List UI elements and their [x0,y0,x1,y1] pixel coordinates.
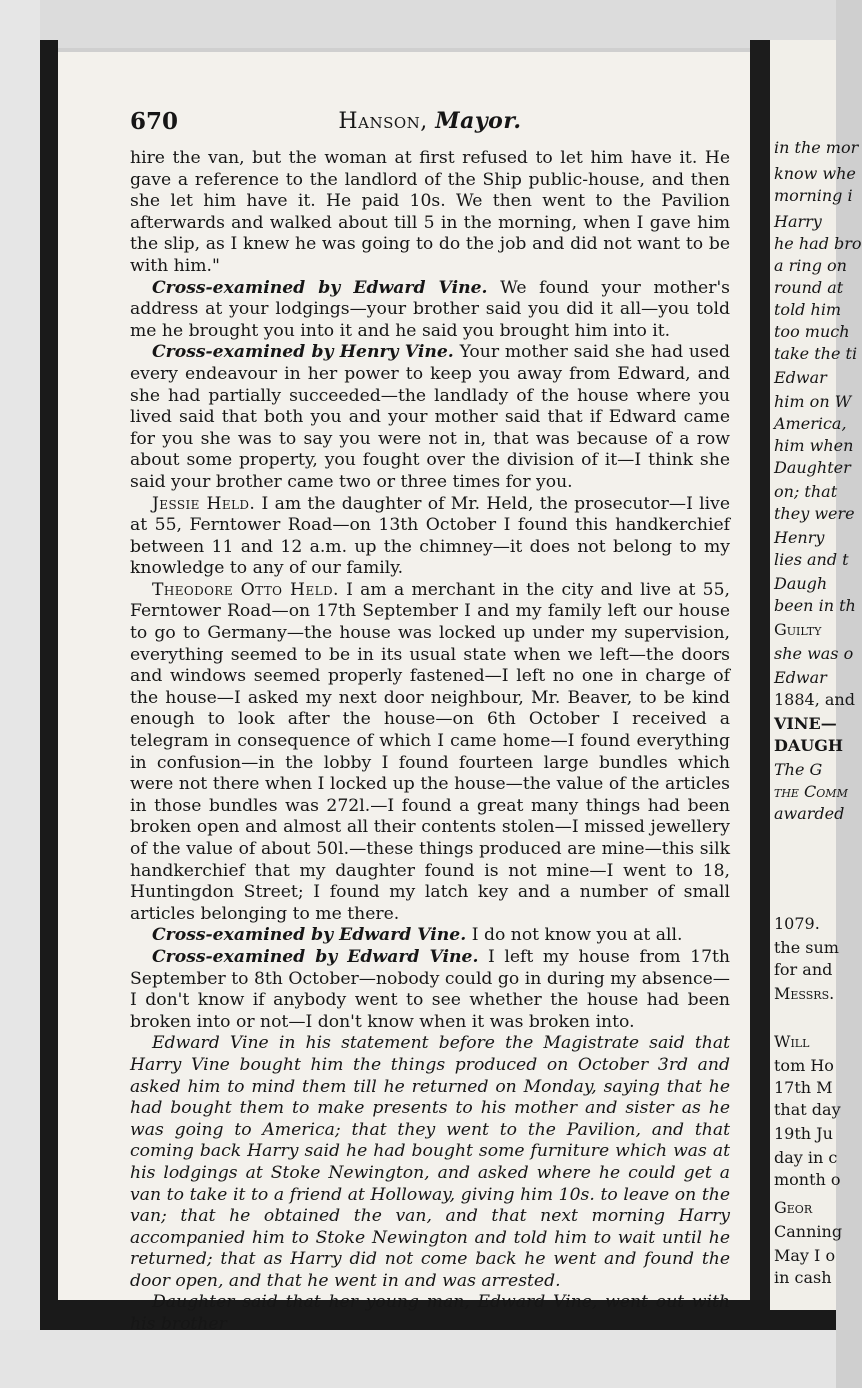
paragraph [130,1033,730,1292]
opposite-page-line: day in c [774,1148,838,1167]
page-title [130,108,730,134]
opposite-page-line: America, [774,414,847,433]
book-page [58,52,750,1335]
opposite-page-line: him on W [774,392,852,411]
opposite-page-line: The G [774,760,823,779]
paragraph [130,580,730,926]
opposite-page-line: 1884, and [774,690,855,709]
page-title-office: Mayor. [435,108,522,134]
opposite-page-line: 1079. [774,914,820,933]
statement-text: Edward Vine in his statement before the Magistrate said that Harry Vine bought him the things produced on October 3rd and asked him to mind them till he returned on Monday, saying that he had bought them to make presents to his mother and sister as he was going to America; that they went to the Pavilion, and that coming back Harry said he had bought some furniture which was at his lodgings at Stoke Newington, and asked where he could get a van to take it to a friend at Holloway, giving him 10s. to leave on the van; that he obtained the van, and that next morning Harry accompanied him to Stoke Newington and told him to wait until he returned; that as Harry did not come back he went and found the door open, and that he went in and was arrested. [130,1033,730,1291]
opposite-page-line: a ring on [774,256,847,275]
opposite-page-line: him when [774,436,854,455]
opposite-page-line: told him [774,300,842,319]
opposite-page-line: Will [774,1032,810,1051]
paragraph-text: We found your mother's address at your lodgings—your brother said you did it all—you told me he brought you into it and he said you brought him into it. [130,277,730,341]
opposite-page-line: Daughter [774,458,851,477]
paragraph [130,947,730,1033]
paragraph [130,148,730,278]
paragraph [130,494,730,580]
body-text [130,148,730,1336]
opposite-page-line: on; that [774,482,838,501]
opposite-page-line: 17th M [774,1078,833,1097]
page-number: 670 [130,108,179,135]
paragraph [130,1292,730,1335]
opposite-page-fragment [770,40,862,1310]
opposite-page-line: Messrs. [774,984,835,1003]
opposite-page-line: Edwar [774,368,827,387]
opposite-page-line: Edwar [774,668,827,687]
opposite-page-line: month o [774,1170,841,1189]
opposite-page-line: the Comm [774,782,848,801]
opposite-page-line: Guilty [774,620,822,639]
running-head [130,108,730,148]
page-content [130,108,730,1336]
opposite-page-line: May I o [774,1246,836,1265]
cross-examination-lead: Cross-examined by Henry Vine. [152,342,454,363]
opposite-page-line: she was o [774,644,854,663]
opposite-page-line: the sum [774,938,839,957]
paragraph-text: I do not know you at all. [466,925,683,946]
paragraph [130,925,730,947]
paragraph-text: hire the van, but the woman at first refused to let him have it. He gave a reference to the landlord of the Ship public-house, and then she let him have it. He paid 10s. We then went to the Pavilion afterwards and walked about till 5 in the morning, when I gave him the slip, as I knew he was going to do the job and did not want to be with him." [130,148,730,276]
paragraph [130,278,730,343]
scan-background-bottom [0,1330,836,1388]
opposite-page-line: tom Ho [774,1056,834,1075]
opposite-page-line: Geor [774,1198,813,1217]
paragraph-text: Your mother said she had used every endeavour in her power to keep you away from Edward, and she had partially succeeded—the landlady of the house where you lived said that both you and your mother said that if Edward came for you she was to say you were not in, that was because of a row about some property, you fought over the division of it—I think she said your brother came two or three times for you. [130,342,730,492]
opposite-page-line: know whe [774,164,856,183]
statement-text: Daughter said that her young man, Edward Vine, went out with his brother [130,1292,730,1335]
opposite-page-line: awarded [774,804,845,823]
opposite-page-line: 19th Ju [774,1124,833,1143]
paragraph-text: I left my house from 17th September to 8th October—nobody could go in during my absence—I don't know if anybody went to see whether the house had been broken into or not—I don't know when it was broken into. [130,946,730,1032]
book-gutter [750,40,770,1310]
paragraph [130,342,730,493]
page-title-name: Hanson, [338,109,428,134]
opposite-page-line: Canning [774,1222,843,1241]
paragraph-text: I am the daughter of Mr. Held, the prosecutor—I live at 55, Ferntower Road—on 13th October I found this handkerchief between 11 and 12 a.m. up the chimney—it does not belong to my knowledge to any of our family. [130,493,730,579]
opposite-page-line: been in th [774,596,856,615]
opposite-page-line: for and [774,960,833,979]
opposite-page-line: VINE— [774,714,837,733]
opposite-page-line: Daugh [774,574,828,593]
opposite-page-line: take the ti [774,344,858,363]
opposite-page-line: that day [774,1100,841,1119]
opposite-page-line: DAUGH [774,736,844,755]
opposite-page-line: in the mor [774,138,859,157]
witness-name: Theodore Otto Held. [152,579,339,600]
opposite-page-line: lies and t [774,550,849,569]
scan-background-left [0,0,40,1388]
cross-examination-lead: Cross-examined by Edward Vine. [152,925,467,946]
opposite-page-line: in cash [774,1268,832,1287]
paragraph-text: I am a merchant in the city and live at 55, Ferntower Road—on 17th September I and my family left our house to go to Germany—the house was locked up under my supervision, everything seemed to be in its usual state when we left—the doors and windows seemed properly fastened—I left no one in charge of the house—I asked my next door neighbour, Mr. Beaver, to be kind enough to look after the house—on 6th October I received a telegram in consequence of which I came home—I found everything in confusion—in the lobby I found fourteen large bundles which were not there when I locked up the house—the value of the articles in those bundles was 272l.—I found a great many things had been broken open and almost all their contents stolen—I missed jewellery of the value of about 50l.—these things produced are mine—this silk handkerchief that my daughter found is not mine—I went to 18, Huntingdon Street; I found my latch key and a number of small articles belonging to me there. [130,579,730,924]
opposite-page-line: he had bro [774,234,862,253]
opposite-page-line: morning i [774,186,853,205]
opposite-page-line: round at [774,278,844,297]
witness-name: Jessie Held. [152,493,256,514]
opposite-page-line: too much [774,322,850,341]
cross-examination-lead: Cross-examined by Edward Vine. [152,946,479,967]
opposite-page-line: Henry [774,528,825,547]
scan-background-top [0,0,836,48]
opposite-page-line: Harry [774,212,822,231]
book-binding-left [40,40,58,1330]
cross-examination-lead: Cross-examined by Edward Vine. [152,277,488,298]
opposite-page-line: they were [774,504,855,523]
